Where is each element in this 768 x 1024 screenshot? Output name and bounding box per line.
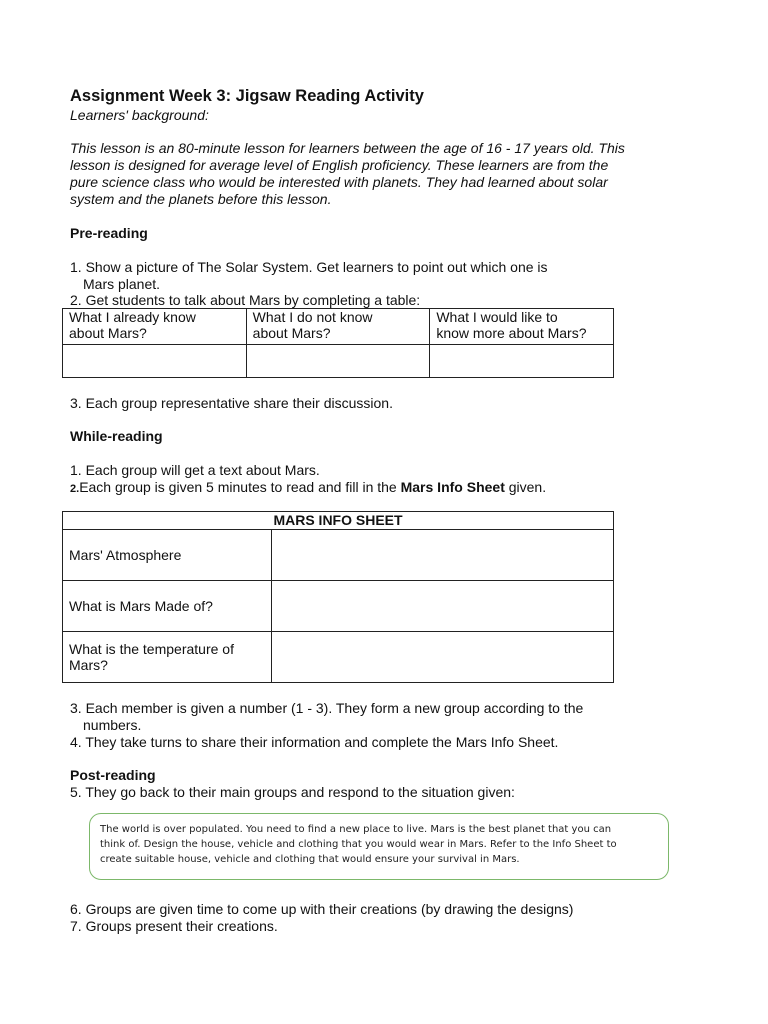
info-sheet-reference: Mars Info Sheet: [400, 479, 505, 495]
situation-line: think of. Design the house, vehicle and clothing that you would wear in Mars. Refer to the Info Sheet to: [100, 839, 617, 850]
page-title: Assignment Week 3: Jigsaw Reading Activity: [70, 87, 424, 105]
pre-step-1: [70, 259, 548, 293]
step-number: 2.: [70, 483, 80, 495]
post-reading-heading: Post-reading: [70, 767, 156, 783]
situation-box: [89, 813, 669, 880]
info-sheet-header: MARS INFO SHEET: [63, 512, 614, 530]
background-paragraph: [70, 140, 710, 208]
post-step-7: 7. Groups present their creations.: [70, 918, 278, 934]
paragraph-line: This lesson is an 80-minute lesson for learners between the age of 16 - 17 years old. This: [70, 140, 625, 156]
background-label: Learners' background:: [70, 107, 209, 123]
while-step-3-line: numbers.: [83, 717, 142, 733]
pre-step-3: 3. Each group representative share their discussion.: [70, 395, 393, 411]
info-sheet-answer: [272, 581, 614, 632]
while-step-1: 1. Each group will get a text about Mars.: [70, 462, 320, 478]
pre-step-2: 2. Get students to talk about Mars by completing a table:: [70, 292, 421, 308]
kwl-answer-cell: [246, 345, 430, 378]
mars-info-sheet: [62, 511, 614, 683]
pre-step-1-line: 1. Show a picture of The Solar System. Get learners to point out which one is: [70, 259, 548, 275]
post-step-5: 5. They go back to their main groups and respond to the situation given:: [70, 784, 515, 800]
kwl-answer-cell: [430, 345, 614, 378]
while-step-3: [70, 700, 583, 734]
info-sheet-header-row: [63, 512, 614, 530]
pre-reading-heading: Pre-reading: [70, 225, 148, 241]
kwl-header-cell: What I do not know about Mars?: [246, 309, 430, 345]
kwl-answer-row: [63, 345, 614, 378]
step-text: given.: [504, 479, 547, 495]
info-sheet-answer: [272, 530, 614, 581]
post-step-6: 6. Groups are given time to come up with their creations (by drawing the designs): [70, 901, 574, 917]
info-sheet-row: [63, 581, 614, 632]
paragraph-line: pure science class who would be interested with planets. They had learned about solar: [70, 174, 608, 190]
info-sheet-label: What is Mars Made of?: [63, 581, 272, 632]
kwl-header-row: [63, 309, 614, 345]
paragraph-line: lesson is designed for average level of English proficiency. These learners are from the: [70, 157, 609, 173]
pre-step-1-line: Mars planet.: [83, 276, 161, 292]
step-text: Each group is given 5 minutes to read and fill in the: [79, 479, 401, 495]
while-step-3-line: 3. Each member is given a number (1 - 3). They form a new group according to the: [70, 700, 584, 716]
info-sheet-row: [63, 632, 614, 683]
kwl-answer-cell: [63, 345, 247, 378]
situation-line: create suitable house, vehicle and clothing that would ensure your survival in Mars.: [100, 854, 520, 865]
kwl-header-cell: What I would like to know more about Mars?: [430, 309, 614, 345]
kwl-table: [62, 308, 614, 378]
paragraph-line: system and the planets before this lesson.: [70, 191, 332, 207]
kwl-header-cell: What I already know about Mars?: [63, 309, 247, 345]
info-sheet-label: What is the temperature of Mars?: [63, 632, 272, 683]
while-step-2: [70, 479, 546, 498]
info-sheet-answer: [272, 632, 614, 683]
info-sheet-row: [63, 530, 614, 581]
while-reading-heading: While-reading: [70, 428, 163, 444]
while-step-4: 4. They take turns to share their information and complete the Mars Info Sheet.: [70, 734, 559, 750]
info-sheet-label: Mars' Atmosphere: [63, 530, 272, 581]
situation-line: The world is over populated. You need to find a new place to live. Mars is the best planet that you can: [100, 824, 612, 835]
